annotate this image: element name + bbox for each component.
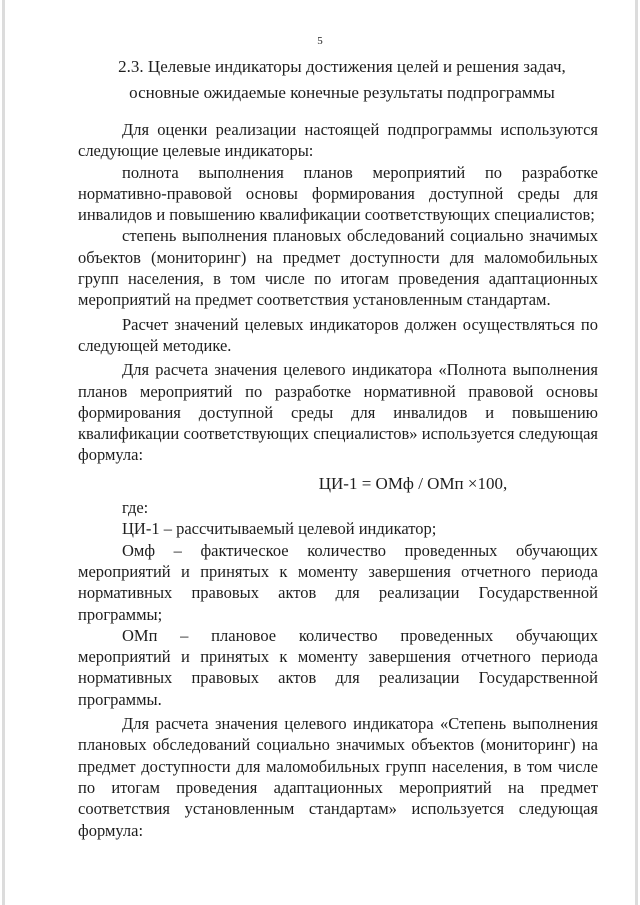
page-number: 5 [317,35,323,47]
scan-edge-right [635,0,638,905]
definition-ci-1: ЦИ-1 – рассчитываемый целевой индикатор; [122,519,437,539]
intro-paragraph: Для оценки реализации настоящей подпрограммы используются следующие целевые индикаторы: [78,120,598,161]
where-label: где: [122,498,149,518]
formula-ci-1: ЦИ-1 = ОМф / ОМп ×100, [318,473,508,493]
body-text [78,119,598,841]
indicator-1-formula-intro: Для расчета значения целевого индикатора «Полнота выполнения планов мероприятий по разработке нормативной правовой основы формирования доступной среды для инвалидов и повышению квалификации соответствующих специалистов» используется следующая формула: [78,360,598,465]
indicator-1-paragraph: полнота выполнения планов мероприятий по разработке нормативно-правовой основы формирования доступной среды для инвалидов и повышению квалификации соответствующих специалистов; [78,162,598,225]
definition-omf: Омф – фактическое количество проведенных обучающих мероприятий и принятых к моменту завершения отчетного периода нормативных правовых актов для реализации Государственной программы; [78,540,598,624]
section-heading: 2.3. Целевые индикаторы достижения целей и решения задач, основные ожидаемые конечные результаты подпрограммы [118,57,566,102]
methodology-paragraph: Расчет значений целевых индикаторов должен осуществляться по следующей методике. [78,314,598,355]
scan-edge-left [2,0,5,905]
indicator-2-paragraph: степень выполнения плановых обследований социально значимых объектов (мониторинг) на предмет доступности для маломобильных групп населения, в том числе по итогам проведения адаптационных мероприятий на предмет соответствия установленным стандартам. [78,226,598,310]
indicator-2-formula-intro: Для расчета значения целевого индикатора «Степень выполнения плановых обследований социально значимых объектов (мониторинг) на предмет доступности для маломобильных групп населения, в том числе по итогам проведения адаптационных мероприятий на предмет соответствия установленным стандартам» используется следующая формула: [78,714,598,840]
definition-omp: ОМп – плановое количество проведенных обучающих мероприятий и принятых к моменту завершения отчетного периода нормативных правовых актов для реализации Государственной программы. [78,625,598,709]
